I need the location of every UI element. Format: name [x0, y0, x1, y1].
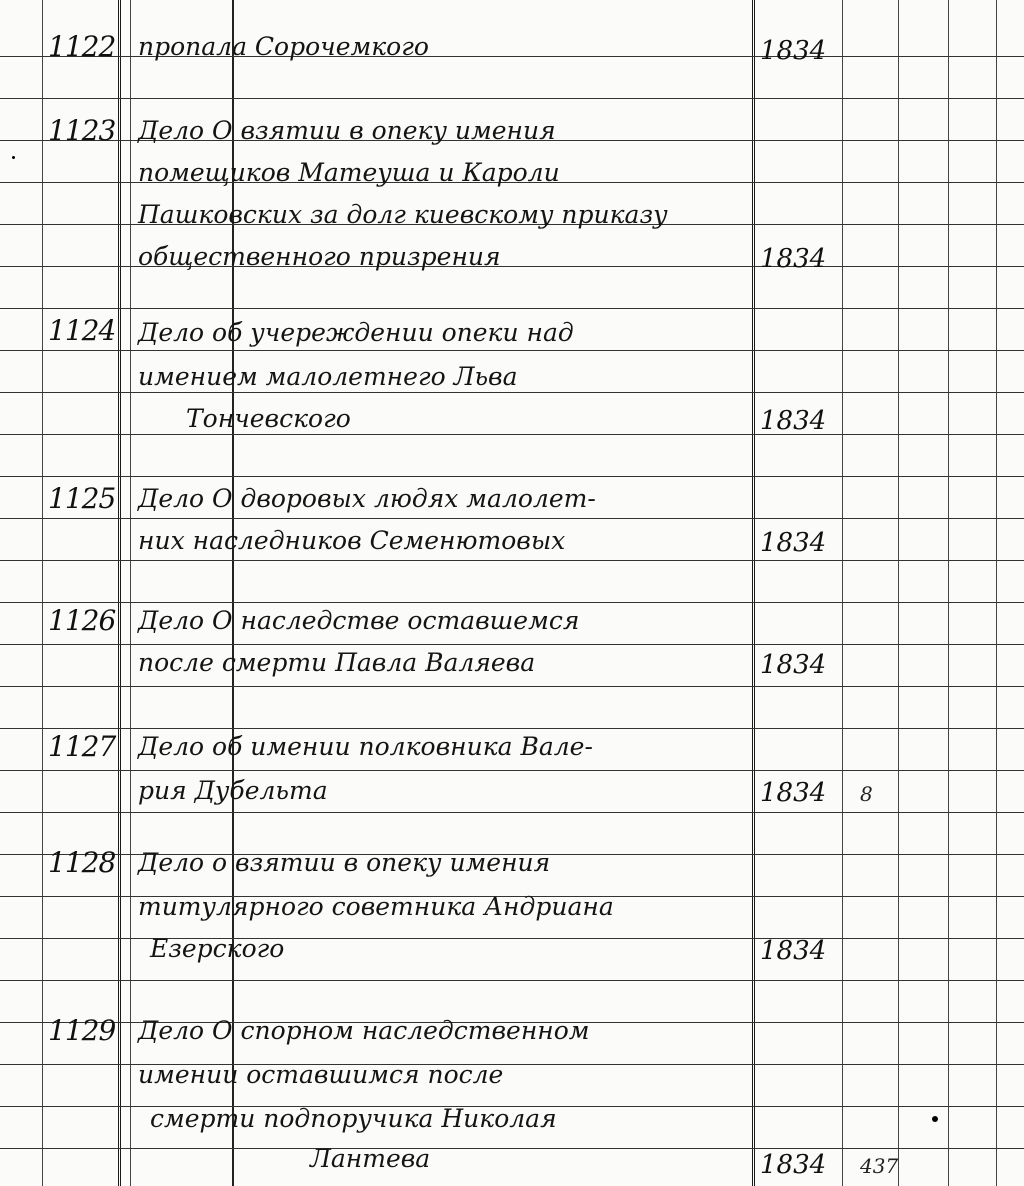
ruled-line: [0, 980, 1024, 981]
entry-text-line: Дело О дворовых людях малолет-: [138, 484, 596, 513]
ruled-line: [0, 728, 1024, 729]
entry-number: 1122: [48, 30, 116, 63]
ruled-line: [0, 308, 1024, 309]
entry-text-line: пропала Сорочемкого: [138, 32, 429, 61]
entry-text-line: Дело О взятии в опеку имения: [138, 116, 556, 145]
year-column-rule-right: [842, 0, 843, 1186]
entry-text-line: смерти подпоручика Николая: [150, 1104, 557, 1133]
number-column-rule: [118, 0, 121, 1186]
entry-number: 1129: [48, 1014, 116, 1047]
ruled-line: [0, 392, 1024, 393]
entry-year: 1834: [760, 528, 827, 558]
entry-number: 1123: [48, 114, 116, 147]
entry-year: 1834: [760, 244, 827, 274]
entry-text-line: рия Дубельта: [138, 776, 328, 805]
entry-text-line: Пашковских за долг киевскому приказу: [138, 200, 668, 229]
entry-text-line: имении оставшимся после: [138, 1060, 504, 1089]
extra-column-rule-1: [898, 0, 899, 1186]
number-column-rule-inner: [130, 0, 131, 1186]
entry-text-line: титулярного советника Андриана: [138, 892, 614, 921]
entry-year: 1834: [760, 36, 827, 66]
extra-column-rule-3: [996, 0, 997, 1186]
entry-year: 1834: [760, 936, 827, 966]
ink-dot: [932, 1116, 938, 1122]
entry-number: 1125: [48, 482, 116, 515]
margin-rule: [42, 0, 43, 1186]
ruled-line: [0, 1148, 1024, 1149]
entry-margin-mark: 8: [860, 782, 873, 806]
ruled-line: [0, 476, 1024, 477]
entry-text-line: Дело о взятии в опеку имения: [138, 848, 551, 877]
ruled-line: [0, 602, 1024, 603]
entry-margin-mark: 437: [860, 1154, 899, 1178]
entry-year: 1834: [760, 406, 827, 436]
entry-text-line: Дело О наследстве оставшемся: [138, 606, 580, 635]
entry-text-line: Тончевского: [186, 404, 351, 433]
ruled-line: [0, 812, 1024, 813]
entry-text-line: помещиков Матеуша и Кароли: [138, 158, 560, 187]
ruled-line: [0, 434, 1024, 435]
ruled-line: [0, 686, 1024, 687]
entry-number: 1126: [48, 604, 116, 637]
ruled-line: [0, 560, 1024, 561]
entry-text-line: общественного призрения: [138, 242, 501, 271]
year-column-rule: [752, 0, 755, 1186]
ruled-line: [0, 518, 1024, 519]
entry-text-line: Дело об имении полковника Вале-: [138, 732, 593, 761]
entry-number: 1127: [48, 730, 116, 763]
entry-text-line: имением малолетнего Льва: [138, 362, 518, 391]
ruled-line: [0, 770, 1024, 771]
entry-number: 1124: [48, 314, 116, 347]
ruled-line: [0, 644, 1024, 645]
entry-text-line: Дело об учереждении опеки над: [138, 318, 574, 347]
ruled-line: [0, 98, 1024, 99]
entry-text-line: Дело О спорном наследственном: [138, 1016, 590, 1045]
extra-column-rule-2: [948, 0, 949, 1186]
entry-year: 1834: [760, 1150, 827, 1180]
entry-year: 1834: [760, 650, 827, 680]
ruled-line: [0, 350, 1024, 351]
entry-text-line: Езерского: [150, 934, 285, 963]
entry-text-line: них наследников Семенютовых: [138, 526, 566, 555]
entry-number: 1128: [48, 846, 116, 879]
ink-dot: [12, 156, 15, 159]
entry-year: 1834: [760, 778, 827, 808]
entry-text-line: Лантева: [310, 1144, 431, 1173]
entry-text-line: после смерти Павла Валяева: [138, 648, 536, 677]
